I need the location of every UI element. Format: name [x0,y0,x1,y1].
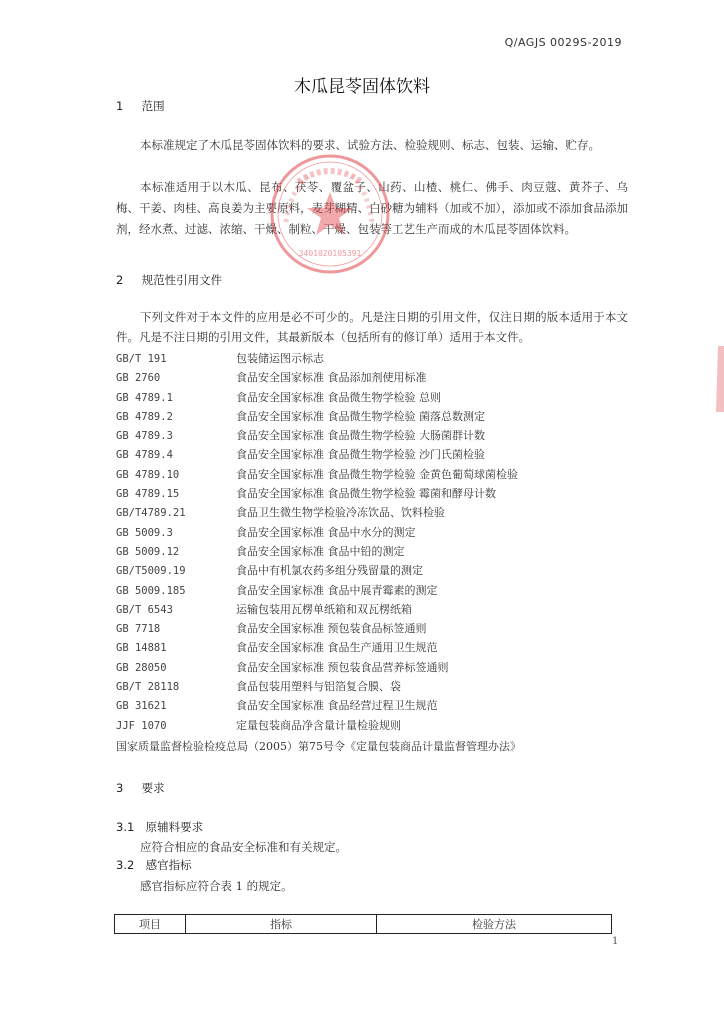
reference-code: GB/T 191 [116,353,167,365]
reference-item [116,696,636,715]
reference-code: GB/T5009.19 [116,565,186,578]
reference-item [116,619,636,638]
reference-item [116,503,636,522]
subsection-number: 3.1 [116,820,135,834]
reference-code: JJF 1070 [116,719,167,732]
reference-title: 食品卫生微生物学检验冷冻饮品、饮料检验 [236,506,445,520]
section-scope-heading [116,98,165,114]
reference-title: 食品安全国家标准 食品微生物学检验 沙门氏菌检验 [236,448,485,462]
reference-title: 食品安全国家标准 食品微生物学检验 总则 [236,390,441,404]
reference-code: GB 4789.15 [116,488,180,501]
reference-list [116,349,636,735]
scope-paragraph-1: 本标准规定了木瓜昆苓固体饮料的要求、试验方法、检验规则、标志、包装、运输、贮存。 [140,138,600,152]
reference-code: GB 2760 [116,372,161,385]
reference-code: GB 4789.1 [116,391,173,404]
section-number: 2 [116,273,124,287]
reference-item [116,426,636,445]
table-header-method: 检验方法 [377,915,612,934]
reference-item [116,407,636,426]
reference-code: GB 7718 [116,623,161,636]
table-header-item: 项目 [115,915,186,934]
reference-title: 食品安全国家标准 预包装食品营养标签通则 [236,660,449,674]
reference-title: 定量包装商品净含量计量检验规则 [236,718,401,732]
reference-item [116,388,636,407]
section-title: 要求 [141,781,165,795]
reference-code: GB 28050 [116,661,167,674]
reference-code: GB/T 28118 [116,681,180,694]
reference-item [116,581,636,600]
reference-title: 食品安全国家标准 食品微生物学检验 金黄色葡萄球菌检验 [236,467,518,481]
subsection-title: 原辅料要求 [145,820,204,834]
page-number: 1 [612,936,619,947]
reference-title: 食品安全国家标准 食品微生物学检验 霉菌和酵母计数 [236,487,496,501]
section-title: 范围 [141,99,165,113]
reference-code: GB 14881 [116,642,167,655]
document-title: 木瓜昆苓固体饮料 [294,77,430,97]
subsection-number: 3.2 [116,858,135,872]
section-title: 规范性引用文件 [141,273,223,287]
subsection-raw-materials-heading [116,819,203,835]
subsection-title: 感官指标 [145,858,192,872]
reference-code: GB 5009.12 [116,545,180,558]
document-code: Q/AGJS 0029S-2019 [504,36,622,49]
subsection-sensory-heading [116,857,192,873]
table-1-header [114,914,612,934]
reference-item [116,484,636,503]
table-header-indicator: 指标 [186,915,377,934]
reference-item [116,523,636,542]
reference-code: GB 5009.3 [116,526,173,539]
reference-title: 食品安全国家标准 食品微生物学检验 菌落总数测定 [236,409,485,423]
reference-item [116,638,636,657]
reference-title: 运输包装用瓦楞单纸箱和双瓦楞纸箱 [236,602,412,616]
reference-code: GB 4789.4 [116,449,173,462]
reference-title: 食品安全国家标准 食品添加剂使用标准 [236,371,427,385]
reference-title: 食品安全国家标准 食品经营过程卫生规范 [236,699,438,713]
reference-item [116,677,636,696]
section-references-heading [116,272,222,288]
sensory-text: 感官指标应符合表 1 的规定。 [140,879,293,893]
reference-item [116,445,636,464]
reference-item [116,561,636,580]
stamp-number: 3401020105391 [298,249,362,258]
reference-item [116,349,636,368]
reference-list-tail: 国家质量监督检验检疫总局（2005）第75号令《定量包装商品计量监督管理办法》 [116,740,521,753]
reference-title: 食品安全国家标准 预包装食品标签通则 [236,622,427,636]
reference-code: GB 31621 [116,700,167,713]
reference-item [116,368,636,387]
section-requirements-heading [116,780,165,796]
reference-item [116,716,636,735]
reference-code: GB 4789.2 [116,410,173,423]
raw-materials-text: 应符合相应的食品安全标准和有关规定。 [140,840,347,854]
reference-item [116,465,636,484]
references-intro: 下列文件对于本文件的应用是必不可少的。凡是注日期的引用文件，仅注日期的版本适用于本文件。凡是不注日期的引用文件，其最新版本（包括所有的修订单）适用于本文件。 [116,310,628,344]
reference-title: 食品安全国家标准 食品中铅的测定 [236,544,405,558]
reference-code: GB/T 6543 [116,603,173,616]
section-number: 1 [116,99,124,113]
seam-stamp-fragment [708,346,724,412]
reference-code: GB 5009.185 [116,584,186,597]
reference-title: 食品安全国家标准 食品微生物学检验 大肠菌群计数 [236,429,485,443]
reference-item [116,658,636,677]
reference-title: 食品安全国家标准 食品中水分的测定 [236,525,416,539]
company-seal-stamp [268,152,392,276]
reference-item [116,600,636,619]
reference-code: GB 4789.10 [116,468,180,481]
section-number: 3 [116,781,124,795]
reference-code: GB/T4789.21 [116,507,186,520]
reference-code: GB 4789.3 [116,430,173,443]
reference-title: 食品包装用塑料与铝箔复合膜、袋 [236,680,401,694]
scope-paragraph-2: 本标准适用于以木瓜、昆布、茯苓、覆盆子、山药、山楂、桃仁、佛手、肉豆蔻、黄芥子、乌梅、干姜、肉桂、高良姜为主要原料，麦芽糊精、白砂糖为辅料（加或不加），添加或不添加食品添加剂，经水煮、过滤、浓缩、干燥、制粒、干燥、包装等工艺生产而成的木瓜昆苓固体饮料。 [116,180,628,236]
reference-title: 包装储运图示标志 [236,352,324,365]
reference-title: 食品安全国家标准 食品生产通用卫生规范 [236,641,438,655]
reference-item [116,542,636,561]
reference-title: 食品安全国家标准 食品中展青霉素的测定 [236,583,438,597]
reference-title: 食品中有机氯农药多组分残留量的测定 [236,564,423,578]
